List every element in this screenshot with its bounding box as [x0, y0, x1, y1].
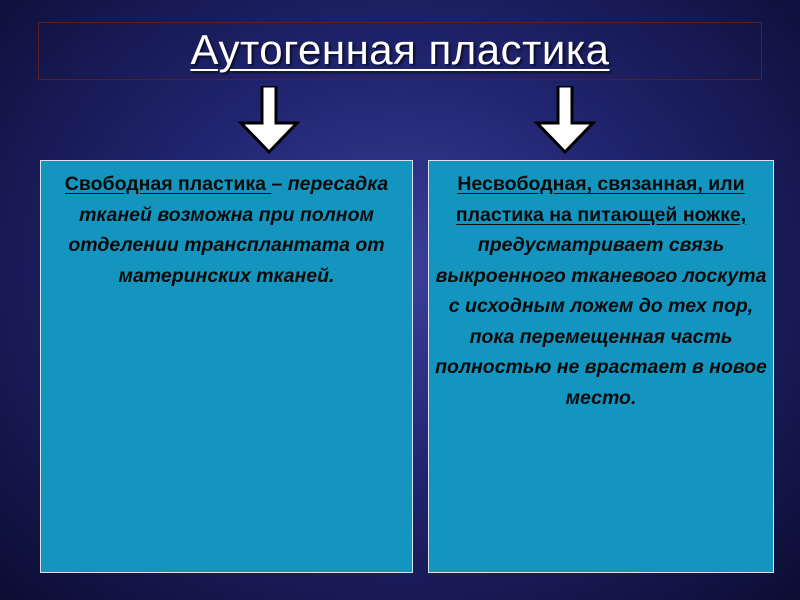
slide-title: Аутогенная пластика	[190, 26, 610, 73]
free-plasty-description: пересадка тканей возможна при полном отделении трансплантата от материнских тканей.	[68, 173, 389, 287]
heading-dash: –	[271, 173, 283, 195]
down-arrow-icon	[237, 86, 301, 154]
pedicle-plasty-description: предусматривает связь выкроенного тканевого лоскута с исходным ложем до тех пор, пока перемещенная часть полностью не врастает в новое место.	[435, 234, 767, 409]
down-arrow-icon	[533, 86, 597, 154]
pedicle-plasty-heading: Несвободная, связанная, или пластика на питающей ножке,	[455, 173, 747, 226]
free-plasty-panel	[40, 160, 413, 573]
pedicle-plasty-panel	[428, 160, 774, 573]
free-plasty-heading: Свободная пластика	[64, 173, 272, 195]
